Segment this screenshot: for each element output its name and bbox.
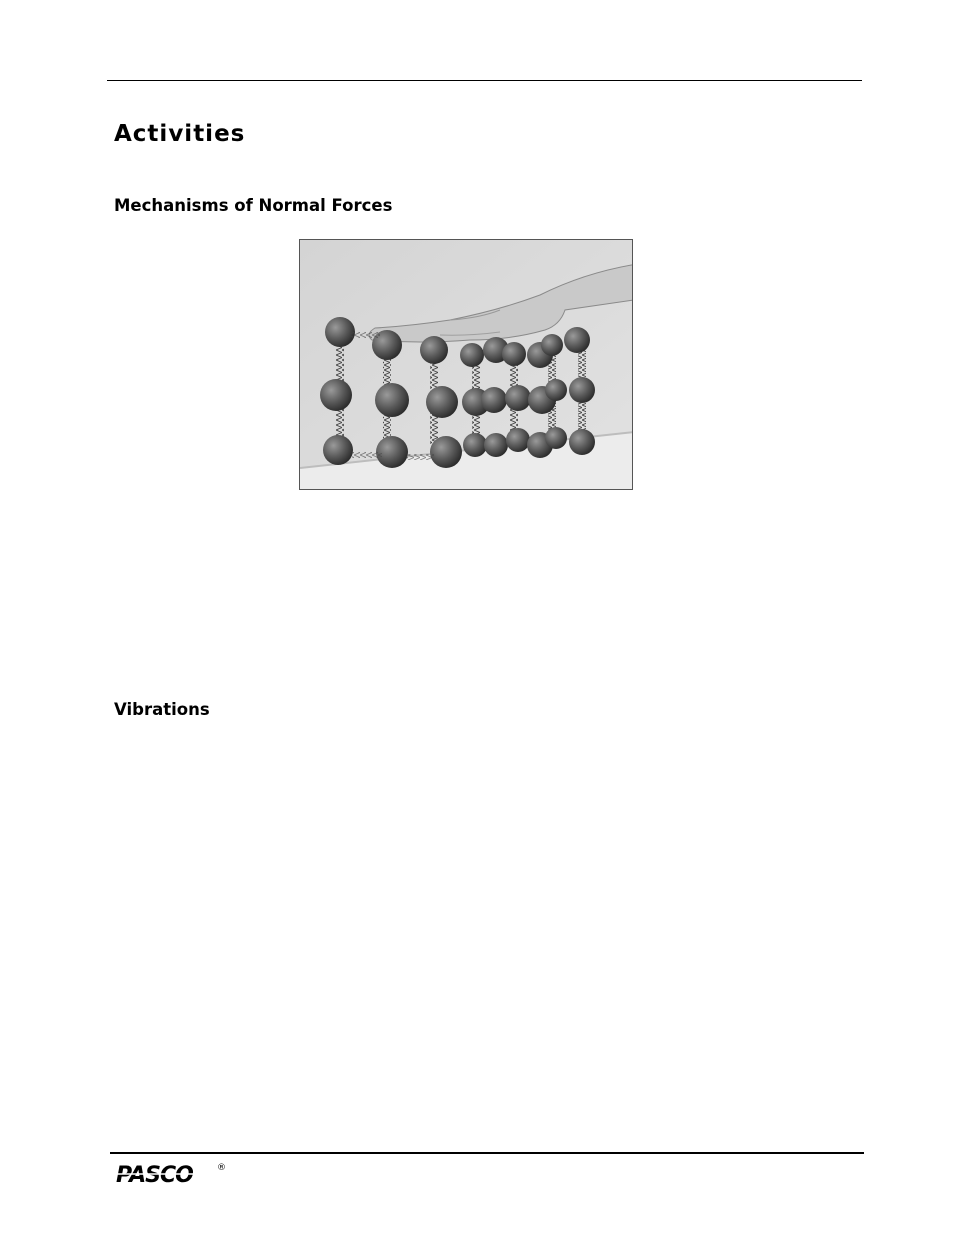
footer-logo (114, 1163, 226, 1185)
footer-rule (110, 1152, 864, 1154)
pasco-logo-icon (114, 1163, 212, 1185)
section-heading-mechanisms: Mechanisms of Normal Forces (114, 196, 393, 215)
photo-hand-on-spring-ball-model (299, 239, 633, 490)
page-title: Activities (114, 121, 246, 147)
svg-text:PASCO: PASCO (116, 1163, 193, 1185)
registered-mark: ® (217, 1163, 226, 1173)
section-heading-vibrations: Vibrations (114, 700, 210, 719)
header-rule (107, 80, 862, 81)
